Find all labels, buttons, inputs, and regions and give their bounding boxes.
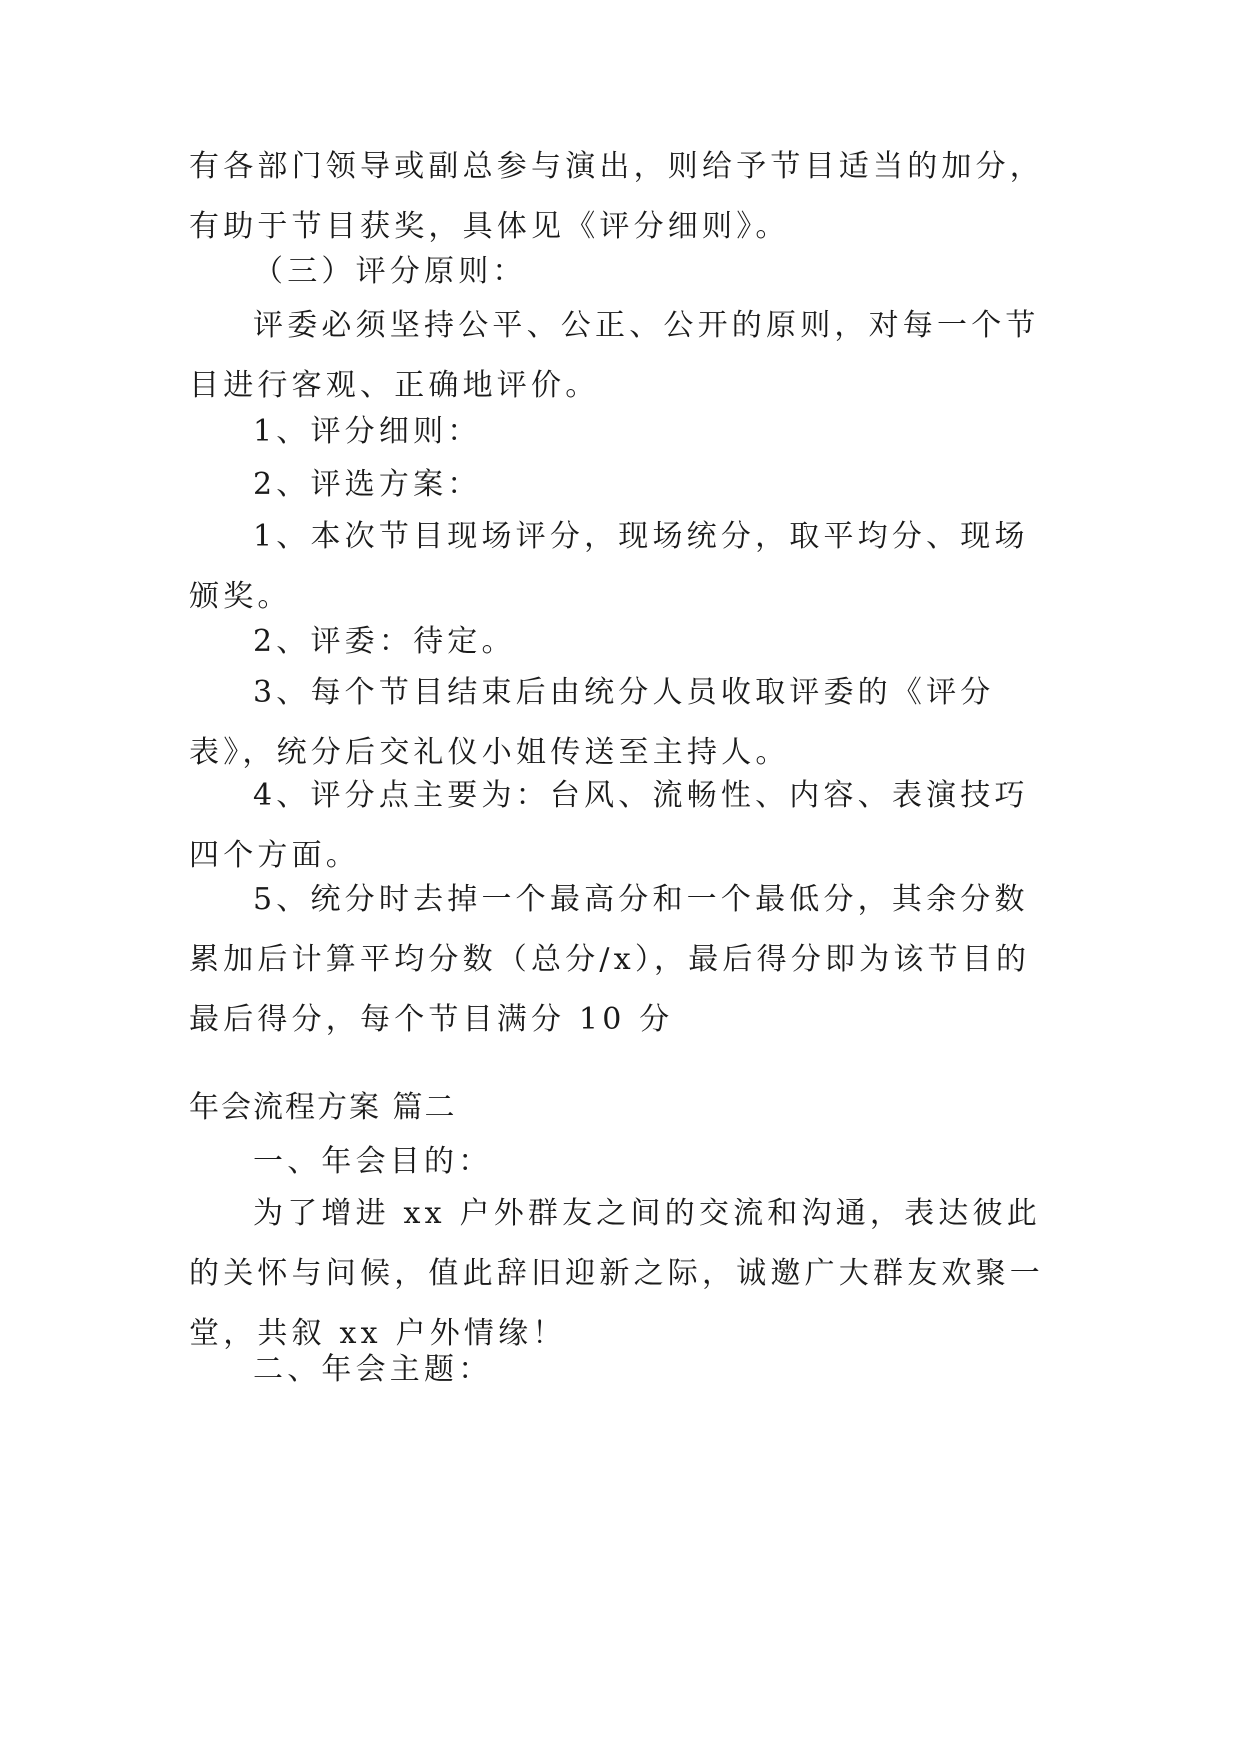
paragraph-annual-meeting-theme-heading: 二、年会主题： <box>253 1352 493 1387</box>
paragraph-onsite-scoring: 1、本次节目现场评分，现场统分，取平均分、现场颁奖。 <box>189 519 1029 614</box>
paragraph-judges-principle: 评委必须坚持公平、公正、公开的原则，对每一个节目进行客观、正确地评价。 <box>189 308 1040 403</box>
paragraph-selection-plan: 2、评选方案： <box>253 467 482 502</box>
paragraph-scoring-principle-heading: （三）评分原则： <box>253 254 527 289</box>
paragraph-scoring-points: 4、评分点主要为：台风、流畅性、内容、表演技巧四个方面。 <box>189 778 1029 873</box>
paragraph-annual-meeting-purpose-heading: 一、年会目的： <box>253 1144 493 1179</box>
paragraph-bonus-points: 有各部门领导或副总参与演出，则给予节目适当的加分，有助于节目获奖，具体见《评分细则》。 <box>189 149 1044 244</box>
paragraph-scoring-rules: 1、评分细则： <box>253 414 482 449</box>
section-title: 年会流程方案 篇二 <box>189 1090 457 1125</box>
paragraph-score-collection: 3、每个节目结束后由统分人员收取评委的《评分表》，统分后交礼仪小姐传送至主持人。 <box>189 675 995 770</box>
paragraph-score-calculation: 5、统分时去掉一个最高分和一个最低分，其余分数累加后计算平均分数（总分/x），最后得分即为该节目的最后得分，每个节目满分 10 分 <box>189 882 1031 1037</box>
paragraph-annual-meeting-purpose: 为了增进 xx 户外群友之间的交流和沟通，表达彼此的关怀与问候，值此辞旧迎新之际，诚邀广大群友欢聚一堂，共叙 xx 户外情缘！ <box>189 1196 1044 1351</box>
paragraph-judges-tbd: 2、评委：待定。 <box>253 624 516 659</box>
